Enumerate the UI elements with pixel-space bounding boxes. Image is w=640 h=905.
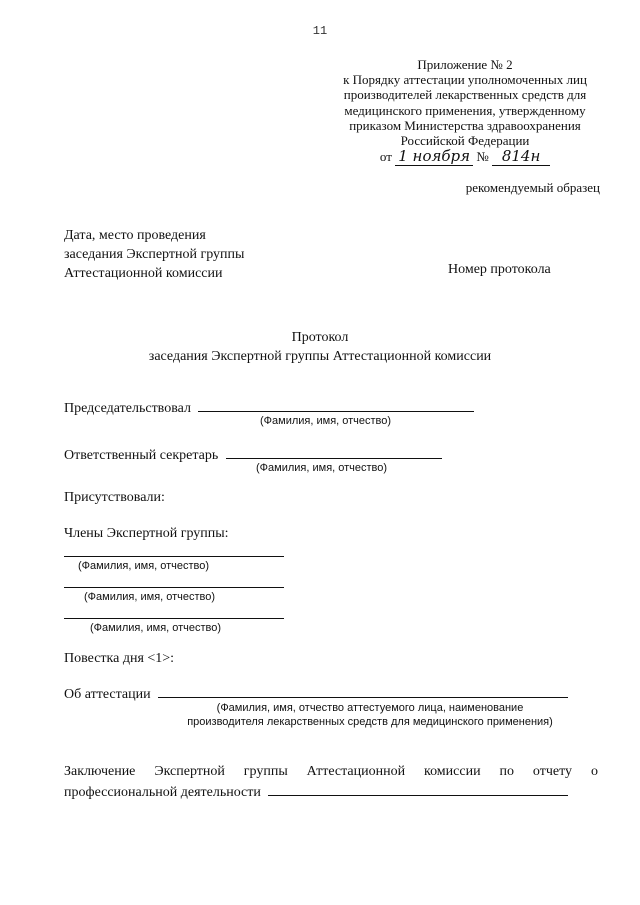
- member-caption-2: (Фамилия, имя, отчество): [84, 591, 216, 603]
- meeting-info-line: Аттестационной комиссии: [64, 266, 223, 281]
- member-caption-3: (Фамилия, имя, отчество): [90, 622, 222, 634]
- appendix-header: [330, 57, 600, 166]
- order-date-line: [330, 149, 600, 166]
- appendix-line: медицинского применения, утвержденному: [344, 102, 586, 118]
- sample-label: рекомендуемый образец: [465, 180, 600, 195]
- secretary-caption: (Фамилия, имя, отчество): [256, 462, 388, 474]
- appendix-line: приказом Министерства здравоохранения: [349, 117, 581, 133]
- attestation-caption-line1: (Фамилия, имя, отчество аттестуемого лица, наименование: [216, 702, 524, 714]
- chairman-caption: (Фамилия, имя, отчество): [260, 415, 392, 427]
- protocol-title: [0, 328, 640, 366]
- secretary-row: [64, 444, 442, 464]
- meeting-info-line: Дата, место проведения: [64, 228, 206, 243]
- page-number: 11: [312, 24, 328, 38]
- member-field-3[interactable]: [64, 618, 284, 619]
- secretary-label: Ответственный секретарь: [64, 448, 219, 463]
- secretary-field[interactable]: [226, 444, 442, 459]
- appendix-line: к Порядку аттестации уполномоченных лиц: [343, 72, 587, 88]
- chairman-label: Председательствовал: [64, 401, 191, 416]
- meeting-info-line: заседания Экспертной группы: [64, 247, 245, 262]
- conclusion-word: о: [590, 764, 598, 779]
- conclusion-line1: [64, 762, 598, 781]
- attestation-field[interactable]: [158, 683, 568, 698]
- attestation-label: Об аттестации: [64, 687, 151, 702]
- order-date-handwritten: 1 ноября: [395, 149, 473, 166]
- meeting-info: [64, 226, 244, 283]
- appendix-line: производителей лекарственных средств для: [343, 87, 587, 103]
- protocol-number-label: Номер протокола: [448, 262, 551, 277]
- protocol-title-line2: заседания Экспертной группы Аттестационной комиссии: [148, 349, 492, 364]
- conclusion-word: Заключение: [64, 764, 136, 779]
- members-label: Члены Экспертной группы:: [64, 526, 229, 541]
- conclusion-word: группы: [243, 764, 288, 779]
- appendix-line: Приложение № 2: [417, 57, 513, 72]
- number-prefix: №: [476, 149, 489, 165]
- conclusion-line2: [64, 781, 598, 802]
- conclusion-word: комиссии: [423, 764, 481, 779]
- agenda-label: Повестка дня <1>:: [64, 651, 175, 666]
- order-number-handwritten: 814н: [492, 149, 550, 166]
- conclusion-line2-label: профессиональной деятельности: [64, 785, 261, 800]
- chairman-row: [64, 397, 474, 417]
- chairman-field[interactable]: [198, 397, 474, 412]
- conclusion-word: отчету: [532, 764, 573, 779]
- member-field-2[interactable]: [64, 587, 284, 588]
- member-caption-1: (Фамилия, имя, отчество): [78, 560, 210, 572]
- present-label: Присутствовали:: [64, 490, 165, 505]
- date-prefix: от: [379, 149, 392, 165]
- conclusion: [64, 762, 598, 802]
- attestation-caption-line2: производителя лекарственных средств для медицинского применения): [187, 716, 553, 728]
- member-field-1[interactable]: [64, 556, 284, 557]
- conclusion-word: Аттестационной: [306, 764, 406, 779]
- conclusion-word: Экспертной: [154, 764, 225, 779]
- conclusion-word: по: [499, 764, 514, 779]
- protocol-title-line1: Протокол: [291, 330, 349, 345]
- conclusion-field[interactable]: [268, 781, 568, 796]
- appendix-line: Российской Федерации: [400, 133, 530, 149]
- attestation-row: [64, 683, 568, 703]
